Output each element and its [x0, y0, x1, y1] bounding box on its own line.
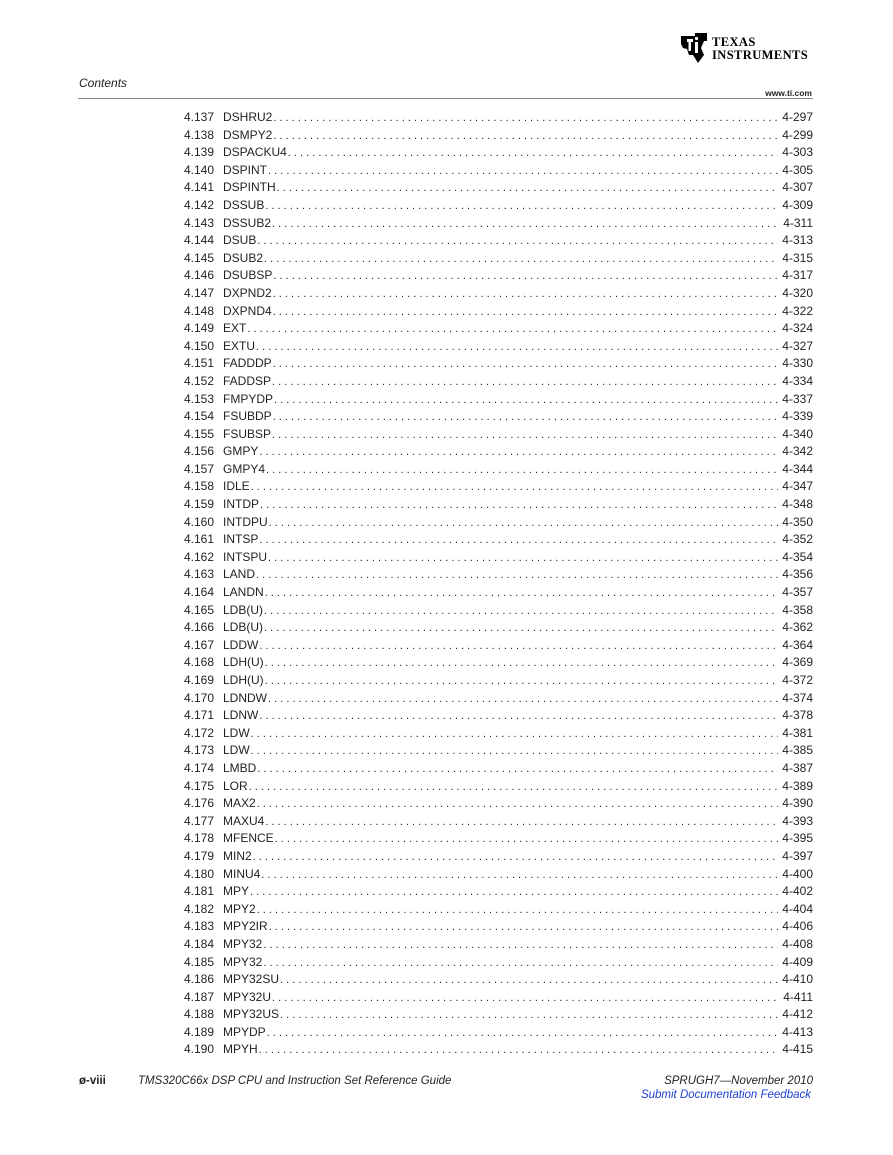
toc-entry[interactable]: [184, 901, 813, 919]
toc-entry-number: 4.150: [184, 338, 215, 353]
toc-entry-number: 4.169: [184, 673, 215, 687]
toc-entry-page[interactable]: 4-354: [782, 549, 813, 564]
toc-entry[interactable]: [184, 373, 813, 391]
toc-entry-page[interactable]: 4-395: [782, 831, 813, 846]
toc-entry-number: 4.141: [184, 180, 215, 195]
toc-entry-number: 4.176: [184, 796, 215, 811]
header-url[interactable]: www.ti.com: [765, 88, 812, 98]
toc-entry-page[interactable]: 4-372: [782, 673, 813, 687]
toc-entry-number: 4.190: [184, 1042, 215, 1057]
toc-entry[interactable]: [184, 707, 813, 725]
footer-document-id: SPRUGH7—November 2010: [664, 1075, 813, 1087]
toc-entry-title[interactable]: DSUBSP: [223, 268, 273, 283]
toc-entry-title[interactable]: MPY32: [223, 954, 263, 969]
toc-entry-number: 4.185: [184, 954, 215, 969]
toc-entry-page[interactable]: 4-305: [782, 162, 813, 177]
toc-entry-number: 4.156: [184, 444, 215, 459]
toc-entry[interactable]: [184, 549, 813, 567]
toc-entry-number: 4.174: [184, 760, 215, 775]
toc-entry-page[interactable]: 4-410: [782, 972, 813, 987]
toc-entry-leader: [261, 867, 778, 885]
toc-entry[interactable]: [184, 109, 813, 127]
submit-feedback-link[interactable]: Submit Documentation Feedback: [640, 1089, 811, 1101]
toc-entry-title[interactable]: FADDDP: [223, 356, 272, 371]
toc-entry[interactable]: [184, 215, 813, 233]
toc-entry-title[interactable]: LDNW: [223, 708, 259, 723]
toc-entry-leader: [272, 990, 779, 1008]
toc-entry-title[interactable]: LDH(U): [223, 655, 264, 670]
toc-entry-page[interactable]: 4-339: [782, 409, 813, 424]
toc-entry-page[interactable]: 4-393: [782, 813, 813, 828]
toc-entry-leader: [259, 532, 778, 550]
toc-entry[interactable]: [184, 144, 813, 162]
toc-entry-title[interactable]: MPY32: [223, 936, 263, 951]
toc-entry[interactable]: [184, 478, 813, 496]
toc-entry-number: 4.178: [184, 831, 215, 846]
toc-entry-number: 4.172: [184, 725, 215, 740]
toc-entry-leader: [266, 462, 778, 480]
toc-entry-number: 4.155: [184, 426, 215, 441]
toc-entry-page[interactable]: 4-315: [782, 250, 813, 265]
toc-entry-title[interactable]: DSSUB: [223, 197, 265, 212]
toc-entry-page[interactable]: 4-364: [782, 637, 813, 652]
toc-entry-title[interactable]: MPY2: [223, 901, 256, 916]
toc-entry-number: 4.161: [184, 532, 215, 547]
toc-entry[interactable]: [184, 971, 813, 989]
toc-entry-number: 4.145: [184, 250, 215, 265]
toc-entry[interactable]: [184, 391, 813, 409]
toc-entry-leader: [265, 814, 778, 832]
toc-entry-title[interactable]: DSUB: [223, 233, 257, 248]
toc-entry-page[interactable]: 4-320: [782, 285, 813, 300]
toc-entry[interactable]: [184, 619, 813, 637]
toc-entry-leader: [265, 585, 779, 603]
toc-entry-number: 4.162: [184, 549, 215, 564]
toc-entry[interactable]: [184, 1041, 813, 1059]
toc-entry-title[interactable]: MIN2: [223, 848, 252, 863]
toc-entry-leader: [273, 304, 779, 322]
toc-entry[interactable]: [184, 179, 813, 197]
toc-entry[interactable]: [184, 197, 813, 215]
toc-entry-title[interactable]: MPYDP: [223, 1024, 266, 1039]
toc-entry-title[interactable]: DSPINTH: [223, 180, 276, 195]
toc-entry-number: 4.158: [184, 479, 215, 494]
toc-entry-title[interactable]: FSUBDP: [223, 409, 272, 424]
toc-entry-title[interactable]: LAND: [223, 567, 256, 582]
toc-entry-page[interactable]: 4-404: [782, 901, 813, 916]
toc-entry[interactable]: [184, 514, 813, 532]
toc-entry-number: 4.188: [184, 1007, 215, 1022]
toc-entry-page[interactable]: 4-344: [782, 461, 813, 476]
toc-entry-page[interactable]: 4-378: [782, 708, 813, 723]
toc-entry-page[interactable]: 4-397: [782, 848, 813, 863]
toc-entry-title[interactable]: GMPY4: [223, 461, 266, 476]
toc-entry-title[interactable]: DSUB2: [223, 250, 264, 265]
toc-entry-leader: [280, 1007, 778, 1025]
toc-entry[interactable]: [184, 461, 813, 479]
toc-entry-number: 4.143: [184, 215, 215, 230]
toc-entry[interactable]: [184, 1006, 813, 1024]
toc-entry-leader: [277, 180, 779, 198]
toc-entry-title[interactable]: LDH(U): [223, 673, 264, 687]
toc-entry-title[interactable]: DSPINT: [223, 162, 268, 177]
ti-logo-icon: [678, 33, 710, 63]
toc-entry[interactable]: [184, 584, 813, 602]
toc-entry-number: 4.165: [184, 602, 215, 617]
toc-entry-leader: [260, 497, 778, 515]
toc-entry-title[interactable]: DXPND4: [223, 303, 272, 318]
toc-entry-number: 4.154: [184, 409, 215, 424]
toc-entry-title[interactable]: MINU4: [223, 866, 261, 881]
toc-entry[interactable]: [184, 936, 813, 954]
toc-entry[interactable]: [184, 1024, 813, 1042]
toc-entry[interactable]: [184, 426, 813, 444]
toc-entry-leader: [256, 567, 778, 585]
toc-entry-title[interactable]: IDLE: [223, 479, 250, 494]
toc-entry[interactable]: [184, 637, 813, 655]
toc-entry-number: 4.175: [184, 778, 215, 793]
section-label: Contents: [79, 76, 128, 90]
toc-entry-leader: [259, 444, 778, 462]
toc-entry-page[interactable]: 4-409: [782, 954, 813, 969]
toc-entry[interactable]: [184, 830, 813, 848]
toc-entry[interactable]: [184, 778, 813, 796]
toc-entry[interactable]: [184, 795, 813, 813]
toc-entry-number: 4.183: [184, 919, 215, 934]
toc-entry-leader: [257, 902, 779, 920]
toc-entry-page[interactable]: 4-340: [782, 426, 813, 441]
toc-entry-page[interactable]: 4-334: [782, 373, 813, 388]
toc-entry-leader: [257, 761, 778, 779]
toc-entry-leader: [288, 145, 779, 163]
toc-entry-number: 4.171: [184, 708, 215, 723]
toc-entry-leader: [273, 110, 778, 128]
toc-entry-leader: [267, 1025, 779, 1043]
toc-entry-page[interactable]: 4-381: [782, 725, 813, 740]
toc-entry[interactable]: [184, 866, 813, 884]
toc-entry[interactable]: [184, 989, 813, 1007]
toc-entry-number: 4.184: [184, 936, 215, 951]
toc-entry[interactable]: [184, 250, 813, 268]
toc-entry-number: 4.147: [184, 285, 215, 300]
toc-entry-leader: [253, 849, 779, 867]
toc-entry-leader: [249, 779, 779, 797]
toc-entry-title[interactable]: EXTU: [223, 338, 256, 353]
toc-entry[interactable]: [184, 531, 813, 549]
toc-entry-title[interactable]: EXT: [223, 321, 247, 336]
toc-entry-page[interactable]: 4-352: [782, 532, 813, 547]
toc-entry[interactable]: [184, 654, 813, 672]
toc-entry-leader: [268, 550, 778, 568]
toc-entry-leader: [268, 691, 778, 709]
toc-entry-page[interactable]: 4-297: [782, 110, 813, 124]
toc-entry-title[interactable]: DXPND2: [223, 285, 272, 300]
toc-entry-page[interactable]: 4-342: [782, 444, 813, 459]
toc-entry-page[interactable]: 4-390: [782, 796, 813, 811]
toc-entry[interactable]: [184, 742, 813, 760]
toc-entry-title[interactable]: MPY32U: [223, 989, 272, 1004]
footer-page-number: ø-viii: [79, 1075, 106, 1087]
toc-entry-page[interactable]: 4-317: [782, 268, 813, 283]
toc-entry-page[interactable]: 4-400: [782, 866, 813, 881]
toc-entry-leader: [250, 884, 778, 902]
toc-entry-page[interactable]: 4-303: [782, 145, 813, 160]
toc-entry-page[interactable]: 4-350: [782, 514, 813, 529]
toc-entry-page[interactable]: 4-322: [782, 303, 813, 318]
toc-entry-number: 4.160: [184, 514, 215, 529]
toc-entry-title[interactable]: INTSP: [223, 532, 259, 547]
toc-entry-page[interactable]: 4-415: [782, 1042, 813, 1057]
toc-entry-title[interactable]: FSUBSP: [223, 426, 272, 441]
toc-entry-page[interactable]: 4-362: [782, 620, 813, 635]
toc-entry-leader: [272, 374, 778, 392]
toc-entry-leader: [269, 515, 779, 533]
toc-entry-leader: [264, 251, 778, 269]
toc-entry-title[interactable]: INTSPU: [223, 549, 268, 564]
toc-entry-leader: [273, 268, 778, 286]
toc-entry-title[interactable]: LDW: [223, 743, 250, 758]
toc-entry-page[interactable]: 4-406: [782, 919, 813, 934]
toc-entry-page[interactable]: 4-358: [782, 602, 813, 617]
toc-entry-number: 4.138: [184, 127, 215, 142]
toc-entry-number: 4.167: [184, 637, 215, 652]
toc-entry-leader: [274, 392, 778, 410]
toc-entry-number: 4.146: [184, 268, 215, 283]
toc-entry-number: 4.164: [184, 585, 215, 600]
toc-entry-page[interactable]: 4-309: [782, 197, 813, 212]
footer-document-title: TMS320C66x DSP CPU and Instruction Set Reference Guide: [138, 1075, 452, 1087]
toc-entry-page[interactable]: 4-313: [782, 233, 813, 248]
toc-entry-title[interactable]: MPY32US: [223, 1007, 280, 1022]
toc-entry-number: 4.189: [184, 1024, 215, 1039]
toc-entry-number: 4.159: [184, 497, 215, 512]
toc-entry-leader: [268, 163, 778, 181]
table-of-contents: [184, 109, 813, 1059]
toc-entry-number: 4.180: [184, 866, 215, 881]
toc-entry[interactable]: [184, 566, 813, 584]
toc-entry-page[interactable]: 4-307: [782, 180, 813, 195]
toc-entry-title[interactable]: MPY32SU: [223, 972, 280, 987]
toc-entry-title[interactable]: GMPY: [223, 444, 259, 459]
toc-entry-leader: [273, 409, 779, 427]
toc-entry-page[interactable]: 4-412: [782, 1007, 813, 1022]
toc-entry[interactable]: [184, 285, 813, 303]
toc-entry[interactable]: [184, 672, 813, 690]
toc-entry-number: 4.139: [184, 145, 215, 160]
toc-entry[interactable]: [184, 954, 813, 972]
toc-entry[interactable]: [184, 267, 813, 285]
toc-entry-leader: [280, 972, 778, 990]
toc-entry-page[interactable]: 4-357: [782, 585, 813, 600]
toc-entry-leader: [263, 937, 778, 955]
toc-entry-number: 4.173: [184, 743, 215, 758]
toc-entry-number: 4.142: [184, 197, 215, 212]
toc-entry-leader: [257, 233, 778, 251]
toc-entry-title[interactable]: MAX2: [223, 796, 256, 811]
toc-entry-page[interactable]: 4-356: [782, 567, 813, 582]
toc-entry[interactable]: [184, 848, 813, 866]
toc-entry-leader: [265, 198, 778, 216]
toc-entry-leader: [259, 708, 778, 726]
toc-entry-leader: [265, 655, 779, 673]
toc-entry-title[interactable]: FADDSP: [223, 373, 272, 388]
toc-entry-title[interactable]: LANDN: [223, 585, 264, 600]
toc-entry-leader: [265, 673, 779, 691]
toc-entry-page[interactable]: 4-408: [782, 936, 813, 951]
toc-entry-page[interactable]: 4-348: [782, 497, 813, 512]
toc-entry[interactable]: [184, 338, 813, 356]
toc-entry-leader: [251, 726, 779, 744]
toc-entry-page[interactable]: 4-299: [782, 127, 813, 142]
toc-entry-page[interactable]: 4-369: [782, 655, 813, 670]
toc-entry-number: 4.152: [184, 373, 215, 388]
toc-entry[interactable]: [184, 760, 813, 778]
toc-entry-leader: [273, 128, 778, 146]
header-divider: [78, 98, 813, 99]
toc-entry-leader: [273, 286, 779, 304]
toc-entry[interactable]: [184, 813, 813, 831]
toc-entry-number: 4.186: [184, 972, 215, 987]
toc-entry[interactable]: [184, 408, 813, 426]
toc-entry-number: 4.177: [184, 813, 215, 828]
toc-entry-number: 4.153: [184, 391, 215, 406]
toc-entry-title[interactable]: MPY: [223, 884, 250, 899]
toc-entry-leader: [256, 339, 778, 357]
toc-entry-number: 4.163: [184, 567, 215, 582]
toc-entry-leader: [273, 356, 779, 374]
toc-entry[interactable]: [184, 303, 813, 321]
toc-entry[interactable]: [184, 232, 813, 250]
toc-entry[interactable]: [184, 443, 813, 461]
toc-entry-title[interactable]: DSHRU2: [223, 110, 273, 124]
ti-logo: [678, 33, 818, 67]
toc-entry-page[interactable]: 4-413: [782, 1024, 813, 1039]
toc-entry-title[interactable]: MFENCE: [223, 831, 274, 846]
toc-entry-number: 4.157: [184, 461, 215, 476]
toc-entry-page[interactable]: 4-374: [782, 690, 813, 705]
toc-entry-title[interactable]: MAXU4: [223, 813, 265, 828]
toc-entry-number: 4.148: [184, 303, 215, 318]
toc-entry-title[interactable]: LDW: [223, 725, 250, 740]
toc-entry-leader: [275, 831, 779, 849]
toc-entry-title[interactable]: LDB(U): [223, 620, 264, 635]
toc-entry-number: 4.181: [184, 884, 215, 899]
toc-entry-leader: [251, 479, 779, 497]
toc-entry-leader: [269, 919, 779, 937]
toc-entry-number: 4.170: [184, 690, 215, 705]
toc-entry-leader: [259, 638, 778, 656]
toc-entry-title[interactable]: INTDP: [223, 497, 259, 512]
toc-entry[interactable]: [184, 320, 813, 338]
toc-entry-page[interactable]: 4-337: [782, 391, 813, 406]
toc-entry-number: 4.137: [184, 110, 215, 124]
toc-entry-page[interactable]: 4-327: [782, 338, 813, 353]
toc-entry-leader: [264, 620, 778, 638]
toc-entry[interactable]: [184, 918, 813, 936]
toc-entry-title[interactable]: DSMPY2: [223, 127, 273, 142]
toc-entry-leader: [272, 216, 779, 234]
toc-entry[interactable]: [184, 602, 813, 620]
toc-entry[interactable]: [184, 355, 813, 373]
toc-entry-number: 4.187: [184, 989, 215, 1004]
toc-entry-page[interactable]: 4-402: [782, 884, 813, 899]
toc-entry-title[interactable]: LDDW: [223, 637, 259, 652]
toc-entry-title[interactable]: DSSUB2: [223, 215, 272, 230]
toc-entry-number: 4.166: [184, 620, 215, 635]
toc-entry-title[interactable]: DSPACKU4: [223, 145, 287, 160]
toc-entry-leader: [263, 955, 778, 973]
toc-entry[interactable]: [184, 883, 813, 901]
toc-entry-page[interactable]: 4-347: [782, 479, 813, 494]
toc-entry-number: 4.168: [184, 655, 215, 670]
toc-entry-leader: [251, 743, 779, 761]
toc-entry-number: 4.144: [184, 233, 215, 248]
toc-entry-leader: [264, 603, 778, 621]
toc-entry-title[interactable]: LMBD: [223, 760, 257, 775]
toc-entry[interactable]: [184, 496, 813, 514]
toc-entry[interactable]: [184, 162, 813, 180]
toc-entry-leader: [247, 321, 778, 339]
toc-entry-number: 4.179: [184, 848, 215, 863]
toc-entry-number: 4.151: [184, 356, 215, 371]
toc-entry[interactable]: [184, 690, 813, 708]
toc-entry-page[interactable]: 4-385: [782, 743, 813, 758]
toc-entry-leader: [257, 796, 779, 814]
toc-entry-number: 4.149: [184, 321, 215, 336]
ti-logo-wordmark: TEXAS INSTRUMENTS: [712, 35, 809, 62]
toc-entry-page[interactable]: 4-411: [783, 989, 813, 1004]
toc-entry-title[interactable]: INTDPU: [223, 514, 268, 529]
toc-entry-page[interactable]: 4-324: [782, 321, 813, 336]
toc-entry-page[interactable]: 4-387: [782, 760, 813, 775]
toc-entry-page[interactable]: 4-311: [783, 215, 813, 230]
toc-entry-title[interactable]: FMPYDP: [223, 391, 274, 406]
toc-entry-title[interactable]: LOR: [223, 778, 248, 793]
toc-entry-title[interactable]: LDNDW: [223, 690, 267, 705]
toc-entry-title[interactable]: MPY2IR: [223, 919, 268, 934]
toc-entry-title[interactable]: MPYH: [223, 1042, 258, 1057]
toc-entry-number: 4.182: [184, 901, 215, 916]
toc-entry-leader: [272, 427, 778, 445]
toc-entry[interactable]: [184, 127, 813, 145]
toc-entry-leader: [259, 1042, 779, 1060]
toc-entry-number: 4.140: [184, 162, 215, 177]
toc-entry-page[interactable]: 4-389: [782, 778, 813, 793]
toc-entry[interactable]: [184, 725, 813, 743]
toc-entry-title[interactable]: LDB(U): [223, 602, 264, 617]
toc-entry-page[interactable]: 4-330: [782, 356, 813, 371]
